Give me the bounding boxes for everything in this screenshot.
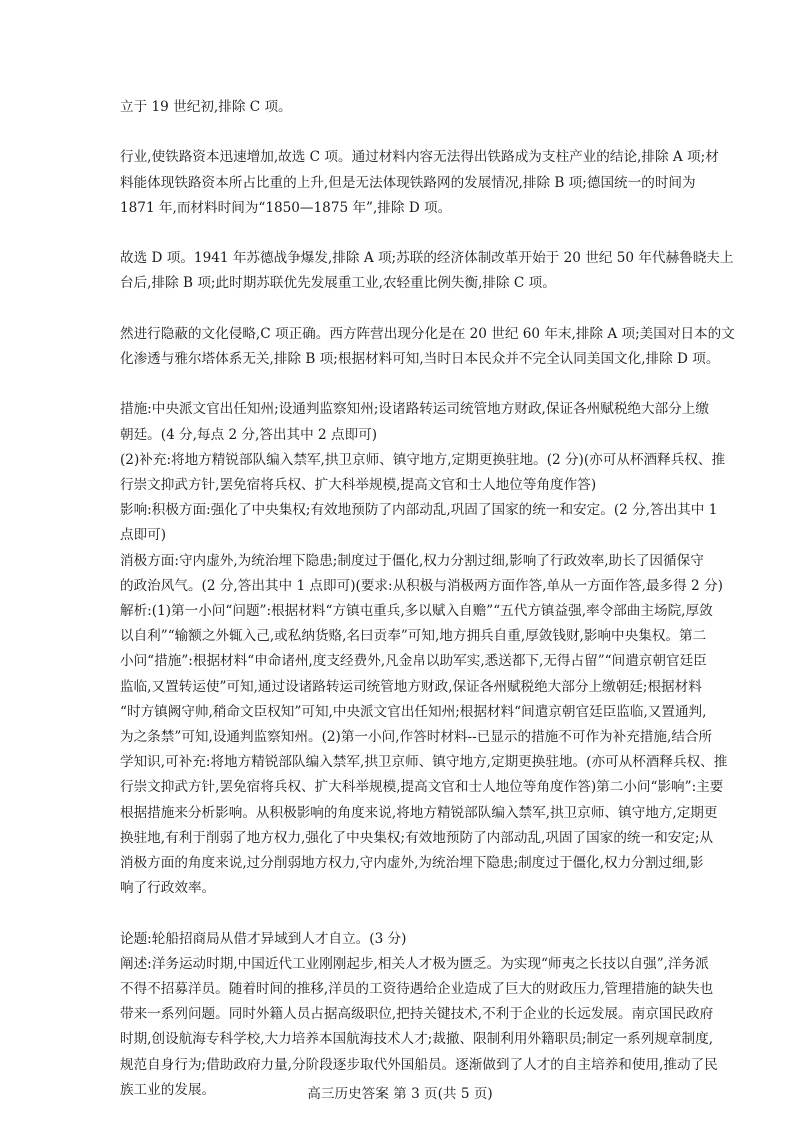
text-line: 学知识,可补充:将地方精锐部队编入禁军,拱卫京师、镇守地方,定期更换驻地。(亦可从杯酒释兵权、推 <box>120 754 728 771</box>
text-line: 立于 19 世纪初,排除 C 项。 <box>120 99 292 115</box>
text-line: 化渗透与雅尔塔体系无关,排除 B 项;根据材料可知,当时日本民众并不完全认同美国文化,排除 D 项。 <box>120 351 720 367</box>
text-line: 响了行政效率。 <box>120 880 216 897</box>
text-line: 台后,排除 B 项;此时期苏联优先发展重工业,农轻重比例失衡,排除 C 项。 <box>120 275 556 292</box>
text-line: 带来一系列问题。同时外籍人员占据高级职位,把持关键技术,不利于企业的长远发展。南京国民政府 <box>120 1006 714 1023</box>
text-line: 族工业的发展。 <box>120 1081 216 1098</box>
text-line: (2)补充:将地方精锐部队编入禁军,拱卫京师、镇守地方,定期更换驻地。(2 分)(亦可从杯酒释兵权、推 <box>120 451 726 468</box>
text-line: 消极方面:守内虚外,为统治埋下隐患;制度过于僵化,权力分割过细,影响了行政效率,助长了因循保守 <box>120 552 704 569</box>
text-line: 规范自身行为;借助政府力量,分阶段逐步取代外国船员。逐渐做到了人才的自主培养和使用,推动了民 <box>120 1056 718 1073</box>
text-line: 点即可) <box>120 527 167 544</box>
text-line: 论题:轮船招商局从借才异域到人才自立。(3 分) <box>120 930 407 947</box>
text-line: 小问“措施”:根据材料“申命诸州,度支经费外,凡金帛以助军实,悉送都下,无得占留”“间遣京朝官廷臣 <box>120 653 707 670</box>
text-line: 消极方面的角度来说,过分削弱地方权力,守内虚外,为统治埋下隐患;制度过于僵化,权力分割过细,影 <box>120 855 704 871</box>
page-footer: 高三历史答案 第 3 页(共 5 页) <box>307 1086 493 1102</box>
text-line: 行崇文抑武方针,罢免宿将兵权、扩大科举规模,提高文官和士人地位等角度作答)第二小问“影响”:主要 <box>120 779 724 796</box>
text-line: “时方镇阙守帅,稍命文臣权知”可知,中央派文官出任知州;根据材料“间遣京朝官廷臣监临,又置通判, <box>120 703 707 720</box>
text-line: 措施:中央派文官出任知州;设通判监察知州;设诸路转运司统管地方财政,保证各州赋税绝大部分上缴 <box>120 401 709 418</box>
text-line: 行崇文抑武方针,罢免宿将兵权、扩大科举规模,提高文官和士人地位等角度作答) <box>120 477 597 493</box>
text-line: 阐述:洋务运动时期,中国近代工业刚刚起步,相关人才极为匮乏。为实现“师夷之长技以自强”,洋务派 <box>120 955 709 972</box>
text-line: 1871 年,而材料时间为“1850—1875 年”,排除 D 项。 <box>120 199 452 216</box>
text-line: 以自利”“输额之外辄入己,或私纳货赂,名曰贡奉”可知,地方拥兵自重,厚敛钱财,影响中央集权。第二 <box>120 628 707 645</box>
text-line: 解析:(1)第一小问“问题”:根据材料“方镇屯重兵,多以赋入自赡”“五代方镇益强,率令部曲主场院,厚敛 <box>120 603 713 619</box>
text-line: 监临,又置转运使”可知,通过设诸路转运司统管地方财政,保证各州赋税绝大部分上缴朝廷;根据材料 <box>120 678 702 695</box>
text-line: 不得不招募洋员。随着时间的推移,洋员的工资待遇给企业造成了巨大的财政压力,管理措施的缺失也 <box>120 981 714 997</box>
text-line: 影响:积极方面:强化了中央集权;有效地预防了内部动乱,巩固了国家的统一和安定。(2 分,答出其中 1 <box>120 502 718 519</box>
text-line: 换驻地,有利于削弱了地方权力,强化了中央集权;有效地预防了内部动乱,巩固了国家的统一和安定;从 <box>120 829 714 846</box>
text-line: 料能体现铁路资本所占比重的上升,但是无法体现铁路网的发展情况,排除 B 项;德国统一的时间为 <box>120 174 696 191</box>
text-line: 为之条禁”可知,设通判监察知州。(2)第一小问,作答时材料--已显示的措施不可作为补充措施,结合所 <box>120 729 713 745</box>
text-line: 朝廷。(4 分,每点 2 分,答出其中 2 点即可) <box>120 426 378 443</box>
text-line: 行业,使铁路资本迅速增加,故选 C 项。通过材料内容无法得出铁路成为支柱产业的结论,排除 A 项;材 <box>120 149 719 166</box>
text-line: 的政治风气。(2 分,答出其中 1 点即可)(要求:从积极与消极两方面作答,单从一方面作答,最多得 2 分) <box>120 577 723 594</box>
text-line: 故选 D 项。1941 年苏德战争爆发,排除 A 项;苏联的经济体制改革开始于 20 世纪 50 年代赫鲁晓夫上 <box>120 250 734 267</box>
text-line: 时期,创设航海专科学校,大力培养本国航海技术人才;裁撤、限制利用外籍职员;制定一系列规章制度, <box>120 1031 714 1048</box>
text-line: 根据措施来分析影响。从积极影响的角度来说,将地方精锐部队编入禁军,拱卫京师、镇守地方,定期更 <box>120 804 718 821</box>
text-line: 然进行隐蔽的文化侵略,C 项正确。西方阵营出现分化是在 20 世纪 60 年末,排除 A 项;美国对日本的文 <box>120 325 735 342</box>
